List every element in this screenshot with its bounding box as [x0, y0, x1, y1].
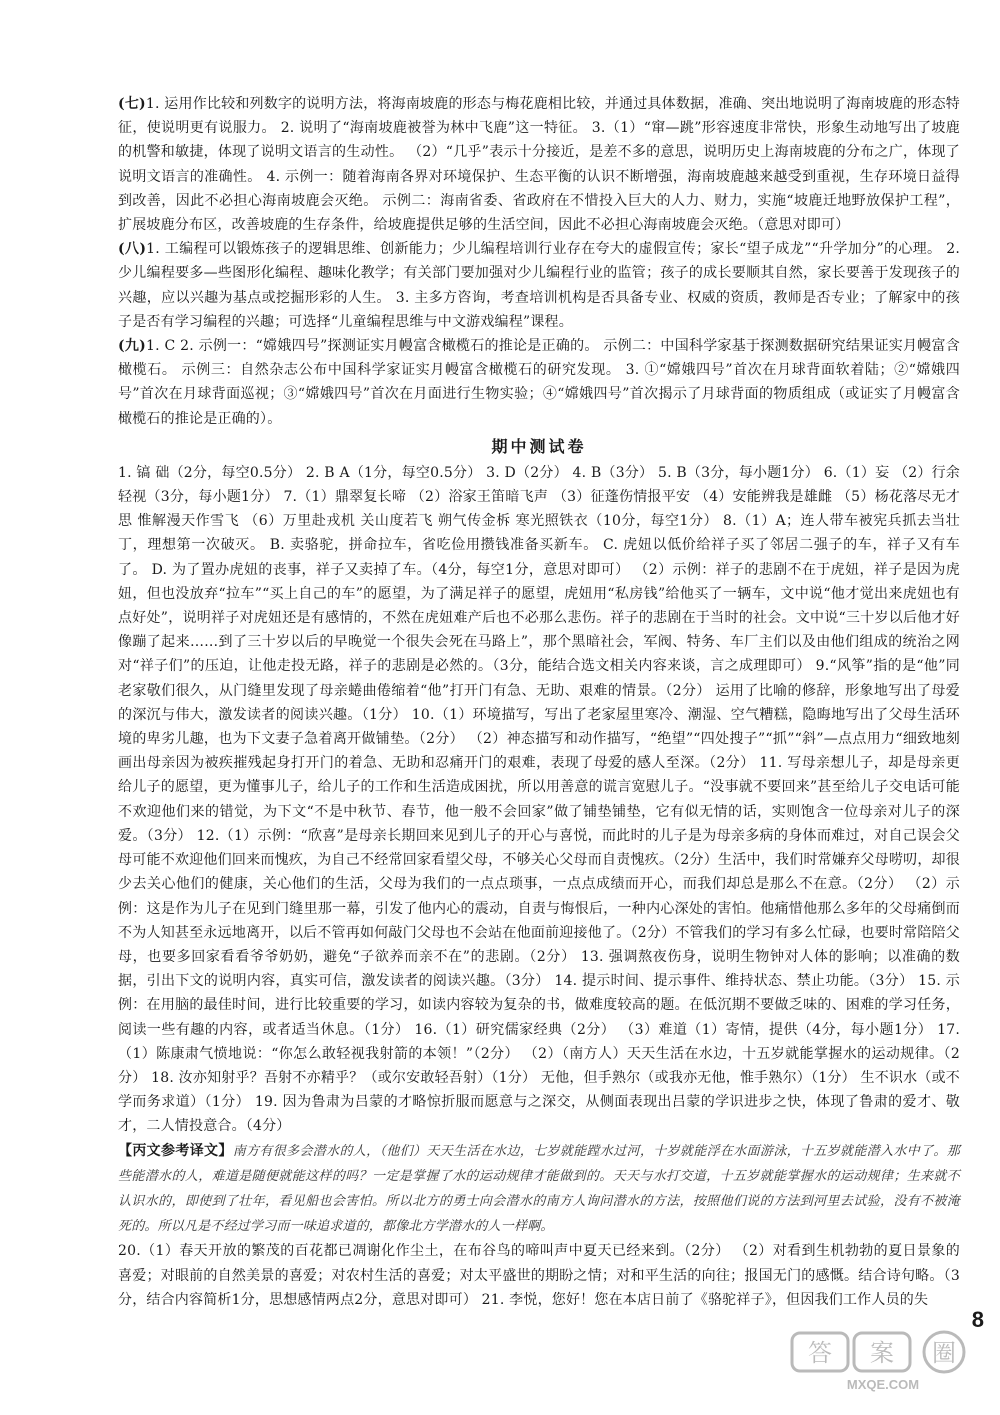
svg-text:案: 案	[870, 1339, 894, 1367]
question-20-21: 20.（1）春天开放的繁茂的百花都已凋谢化作尘土，在布谷鸟的啼叫声中夏天已经来到。（2分） （2）对看到生机勃勃的夏日景象的喜爱；对眼前的自然美景的喜爱；对农村生活的喜爱；对太平盛世的期盼之情；对和平生活的向往；报国无门的感慨。结合诗句略。（3分，结合内容简析1分，思想感情两点2分，意思对即可） 21. 李悦，您好！您在本店日前了《骆驼祥子》，但因我们工作人员的失	[118, 1243, 960, 1308]
section-7	[118, 92, 960, 237]
translation-label: 【丙文参考译文】	[118, 1142, 233, 1159]
watermark-logo	[788, 1329, 978, 1393]
translation-block	[118, 1139, 960, 1240]
watermark-graphic	[788, 1329, 978, 1393]
section-7-tag: (七)	[118, 96, 146, 112]
section-8-text: 1. 工编程可以锻炼孩子的逻辑思维、创新能力；少儿编程培训行业存在夸大的虚假宣传；家长“望子成龙”“升学加分”的心理。 2. 少儿编程要多—些图形化编程、趣味化教学；有关部门要加强对少儿编程行业的监管；孩子的成长要顺其自然，家长要善于发现孩子的兴趣，应以兴趣为基点或挖掘形彩的人生。 3. 主多方咨询，考查培训机构是否具备专业、权威的资质，教师是否专业；了解家中的孩子是否有学习编程的兴趣；可选择“儿童编程思维与中文游戏编程”课程。	[118, 241, 960, 330]
section-7-text: 1. 运用作比较和列数字的说明方法，将海南坡鹿的形态与梅花鹿相比较，并通过具体数据，准确、突出地说明了海南坡鹿的形态特征，使说明更有说服力。 2. 说明了“海南坡鹿被誉为林中飞鹿”这一特征。 3.（1）“窜—跳”形容速度非常快，形象生动地写出了坡鹿的机警和敏捷，体现了说明文语言的生动性。 （2）“几乎”表示十分接近，是差不多的意思，说明历史上海南坡鹿的分布之广，体现了说明文语言的准确性。 4. 示例一：随着海南各界对环境保护、生态平衡的认识不断增强，海南坡鹿越来越受到重视，生存环境日益得到改善，因此不必担心海南坡鹿会灭绝。 示例二：海南省委、省政府在不惜投入巨大的人力、财力，实施“坡鹿迁地野放保护工程”，扩展坡鹿分布区，改善坡鹿的生存条件，给坡鹿提供足够的生活空间，因此不必担心海南坡鹿会灭绝。（意思对即可）	[118, 96, 960, 234]
section-9-text: 1. C 2. 示例一：“嫦娥四号”探测证实月幔富含橄榄石的推论是正确的。 示例二：中国科学家基于探测数据研究结果证实月幔富含橄榄石。 示例三：自然杂志公布中国科学家证实月幔富含橄榄石的研究发现。 3. ①“嫦娥四号”首次在月球背面软着陆；②“嫦娥四号”首次在月球背面巡视；③“嫦娥四号”首次在月面进行生物实验；④“嫦娥四号”首次揭示了月球背面的物质组成（或证实了月幔富含橄榄石的推论是正确的）。	[118, 338, 960, 427]
svg-text:圈: 圈	[932, 1339, 956, 1367]
midterm-answers: 1. 镐 础（2分，每空0.5分） 2. B A（1分，每空0.5分） 3. D（2分） 4. B（3分） 5. B（3分，每小题1分） 6.（1）妄 （2）行余轻视（3分，每小题1分） 7.（1）鼎翠复长啼 （2）浴家王笛暗飞声 （3）征蓬伤情报平安 （4）安能辨我是雄雌 （5）杨花落尽无才思 惟解漫天作雪飞 （6）万里赴戎机 关山度若飞 朔气传金柝 寒光照铁衣（10分，每空1分） 8.（1）A；连人带车被宪兵抓去当壮丁，理想第一次破灭。 B. 卖骆驼，拼命拉车，省吃俭用攒钱准备买新车。 C. 虎妞以低价给祥子买了邻居二强子的车，祥子又有车了。 D. 为了置办虎妞的丧事，祥子又卖掉了车。（4分，每空1分，意思对即可） （2）示例：祥子的悲剧不在于虎妞，祥子是因为虎妞，但也没放弃“拉车”“买上自己的车”的愿望，为了满足祥子的愿望，虎妞用“私房钱”给他买了一辆车，文中说“他才觉出来虎妞也有点好处”，说明祥子对虎妞还是有感情的，不然在虎妞难产后也不必那么悲伤。祥子的悲剧在于当时的社会。文中说“三十岁以后他才好像蹦了起来……到了三十岁以后的早晚觉一个很失会死在马路上”，那个黑暗社会，军阀、特务、车厂主们以及由他们组成的统治之网对“祥子们”的压迫，让他走投无路，祥子的悲剧是必然的。（3分，能结合选文相关内容来谈，言之成理即可） 9.“风筝”指的是“他”同老家敬们很久，从门缝里发现了母亲蜷曲倦缩着“他”打开门有急、无助、艰难的情景。（2分） 运用了比喻的修辞，形象地写出了母爱的深沉与伟大，激发读者的阅读兴趣。（1分） 10.（1）环境描写，写出了老家屋里寒冷、潮湿、空气糟糕，隐晦地写出了父母生活环境的卑劣儿趣，也为下文妻子急着离开做铺垫。（2分） （2）神态描写和动作描写，“绝望”“四处搜子”“抓”“斜”—点点用力“细致地刻画出母亲因为被疾摧残起身打开门的着急、无助和忍痛开门的艰难，表现了母爱的感人至深。（2分） 11. 写母亲想儿子，却是母亲更给儿子的愿望，更为懂事儿子，给儿子的工作和生活造成困扰，所以用善意的谎言宽慰儿子。“没事就不要回来”甚至给儿子交电话可能不欢迎他们来的错觉，为下文“不是中秋节、春节，他一般不会回家”做了铺垫铺垫，它有似无情的话，实则饱含一位母亲对儿子的深爱。（3分） 12.（1）示例：“欣喜”是母亲长期回来见到儿子的开心与喜悦，而此时的儿子是为母亲多病的身体而难过，对自己误会父母可能不欢迎他们回来而愧疚，为自己不经常回家看望父母，不够关心父母而自责愧疚。（2分）生活中，我们时常嫌弃父母唠叨，却很少去关心他们的健康，关心他们的生活，父母为我们的一点点琐事，一点点成绩而开心，而我们却总是那么不在意。（2分） （2）示例：这是作为儿子在见到门缝里那一幕，引发了他内心的震动，自责与悔恨后，一种内心深处的害怕。他痛惜他那么多年的父母痛倒而不为人知甚至永远地离开，以后不管再如何敲门父母也不会站在他面前迎接他了。（2分）不管我们的学习有多么忙碌，也要时常陪陪父母，也要多回家看看爷爷奶奶，避免“子欲养而亲不在”的悲剧。（2分） 13. 强调熬夜伤身，说明生物钟对人体的影响；以准确的数据，引出下文的说明内容，真实可信，激发读者的阅读兴趣。（3分） 14. 提示时间、提示事件、维持状态、禁止功能。（3分） 15. 示例：在用脑的最佳时间，进行比较重要的学习，如读内容较为复杂的书，做难度较高的题。在低沉期不要做乏味的、困难的学习任务，阅读一些有趣的内容，或者适当休息。（1分） 16.（1）研究儒家经典（2分） （3）难道（1）寄情，提供（4分，每小题1分） 17.（1）陈康肃气愤地说：“你怎么敢轻视我射箭的本领！”（2分） （2）（南方人）天天生活在水边，十五岁就能掌握水的运动规律。（2分） 18. 汝亦知射乎？吾射不亦精乎？（或尔安敢轻吾射）（1分） 无他，但手熟尔（或我亦无他，惟手熟尔）（1分） 生不识水（或不学而务求道）（1分） 19. 因为鲁肃为吕蒙的才略惊折服而愿意与之深交，从侧面表现出吕蒙的学识进步之快，体现了鲁肃的爱才、敬才，二人情投意合。（4分）	[118, 464, 960, 1135]
page-number: 8	[971, 1307, 984, 1332]
answer-page	[118, 92, 960, 1392]
svg-text:答: 答	[808, 1339, 832, 1367]
section-8-tag: (八)	[118, 241, 147, 258]
section-9-tag: (九)	[118, 338, 146, 355]
translation-text: 南方有很多会潜水的人，（他们）天天生活在水边，七岁就能蹚水过河，十岁就能浮在水面游泳，十五岁就能潜入水中了。那些能潜水的人，难道是随便就能这样的吗？一定是掌握了水的运动规律才能做到的。天天与水打交道，十五岁就能掌握水的运动规律；生来就不认识水的，即使到了壮年，看见船也会害怕。所以北方的勇士向会潜水的南方人询问潜水的方法，按照他们说的方法到河里去试验，没有不被淹死的。所以凡是不经过学习而一味追求道的，都像北方学潜水的人一样啊。	[118, 1143, 960, 1235]
midterm-title: 期中测试卷	[491, 436, 587, 456]
svg-text:MXQE.COM: MXQE.COM	[846, 1377, 920, 1392]
section-8	[118, 237, 960, 334]
section-9	[118, 334, 960, 431]
